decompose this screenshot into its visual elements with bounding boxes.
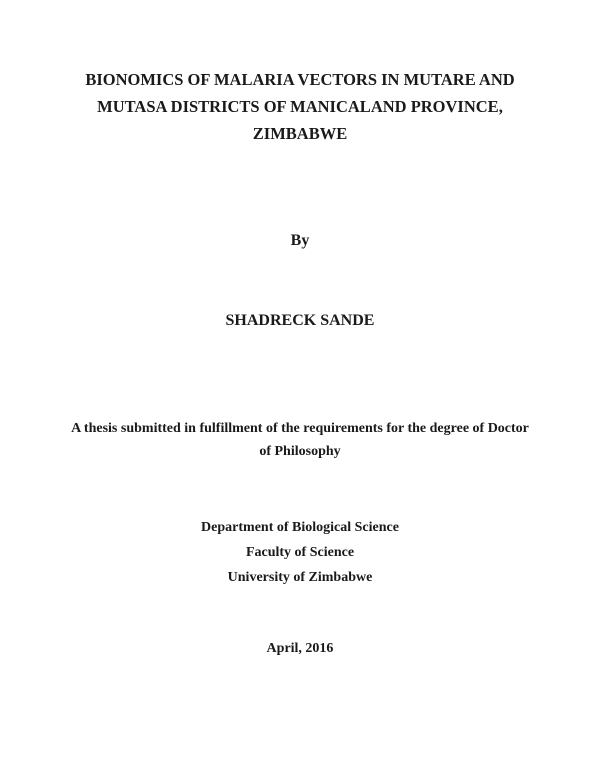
submission-statement — [0, 417, 600, 463]
submission-statement-line: A thesis submitted in fulfillment of the requirements for the degree of Doctor — [71, 421, 529, 436]
submission-date: April, 2016 — [266, 641, 334, 656]
department-name: Department of Biological Science — [201, 520, 399, 535]
university-name: University of Zimbabwe — [227, 570, 373, 585]
thesis-title-line: BIONOMICS OF MALARIA VECTORS IN MUTARE AND — [85, 70, 515, 89]
byline: By — [290, 232, 310, 249]
thesis-title-line: ZIMBABWE — [252, 124, 348, 143]
affiliation — [0, 515, 600, 590]
submission-statement-line: of Philosophy — [259, 444, 341, 459]
faculty-name: Faculty of Science — [245, 545, 355, 560]
thesis-title-line: MUTASA DISTRICTS OF MANICALAND PROVINCE, — [97, 97, 503, 116]
author-name: SHADRECK SANDE — [225, 312, 375, 329]
thesis-title — [0, 0, 600, 147]
